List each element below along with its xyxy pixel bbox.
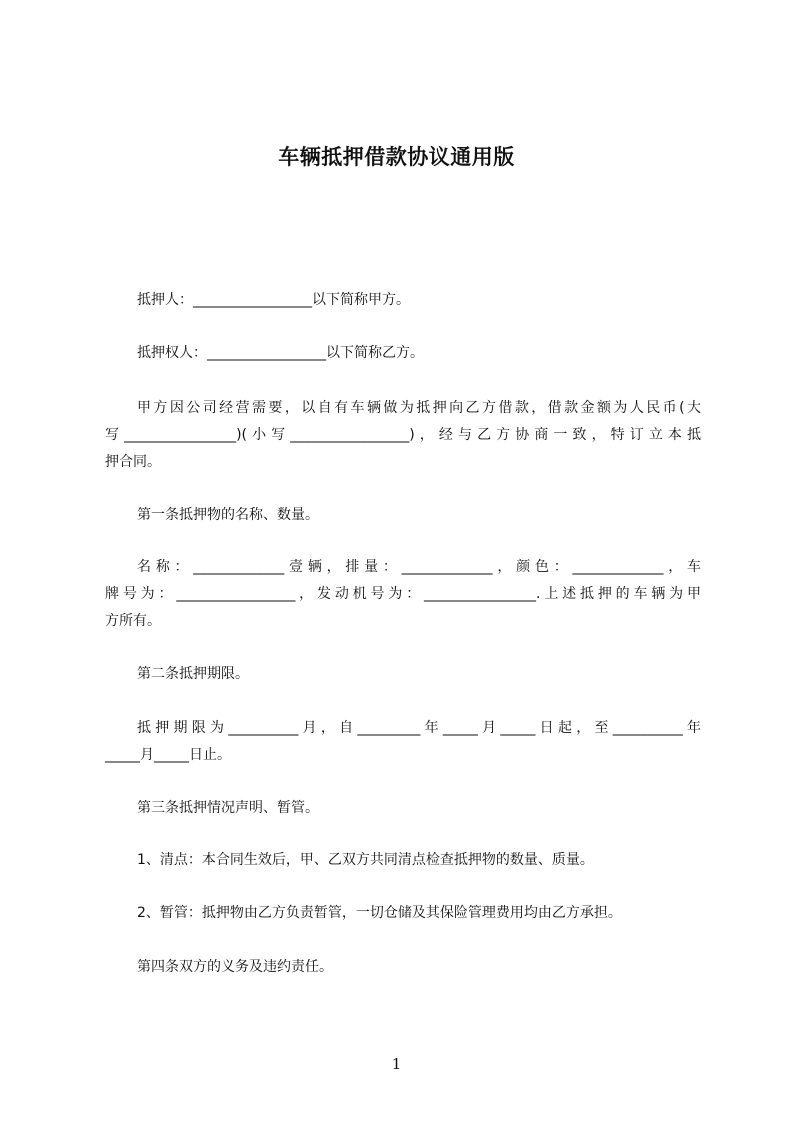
intro-line-1: 甲方因公司经营需要，以自有车辆做为抵押向乙方借款，借款金额为人民币(大 (137, 400, 701, 416)
article-4-heading: 第四条双方的义务及违约责任。 (137, 959, 333, 975)
pledgor-line: 抵押人：_________________以下简称甲方。 (137, 292, 410, 308)
article-1-heading: 第一条抵押物的名称、数量。 (137, 507, 319, 523)
document-title: 车辆抵押借款协议通用版 (278, 145, 515, 169)
article-2-line-1: 抵押期限为__________月，自_________年_____月_____日起，至__________年 (137, 720, 701, 736)
article-3-item-1: 1、清点：本合同生效后，甲、乙双方共同清点检查抵押物的数量、质量。 (137, 852, 594, 868)
article-1-line-2: 牌号为：_________________，发动机号为：________________.上述抵押的车辆为甲 (105, 586, 701, 602)
article-1-line-1: 名称：_____________壹辆，排量：_____________，颜色：_____________，车 (137, 559, 701, 575)
article-3-item-2: 2、暂管：抵押物由乙方负责暂管，一切仓储及其保险管理费用均由乙方承担。 (137, 905, 622, 921)
pledgee-line: 抵押权人：_________________以下简称乙方。 (137, 345, 424, 361)
page-number: 1 (391, 1055, 402, 1073)
article-2-line-2: _____月_____日止。 (105, 747, 231, 763)
intro-line-3: 押合同。 (105, 454, 161, 470)
article-1-line-3: 方所有。 (105, 613, 161, 629)
article-2-heading: 第二条抵押期限。 (137, 666, 249, 682)
article-3-heading: 第三条抵押情况声明、暂管。 (137, 800, 319, 816)
intro-line-2: 写________________)(小写_________________)，经与乙方协商一致，特订立本抵 (105, 427, 701, 443)
